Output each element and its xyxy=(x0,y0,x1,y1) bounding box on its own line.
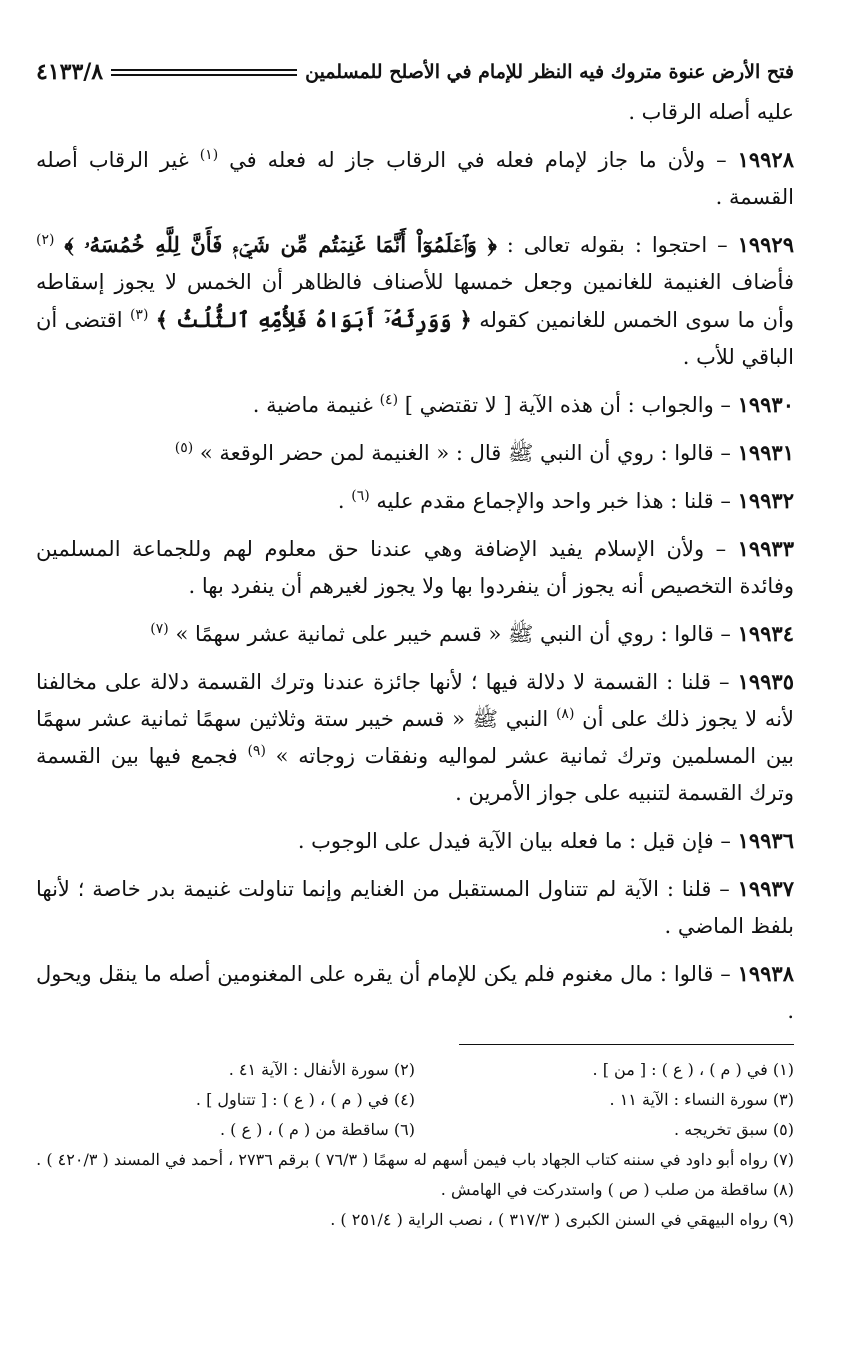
paragraph-number: ١٩٩٣١ xyxy=(737,440,794,465)
book-page xyxy=(36,50,794,1235)
header-page-ref: ٤١٣٣/٨ xyxy=(36,59,104,85)
footnote-row xyxy=(36,1115,794,1145)
quran-verse: ﴿ وَوَرِثَهُۥٓ أَبَوَاهُ فَلِأُمِّهِ ٱلثُّلُثُ ﴾ xyxy=(155,307,472,332)
footnote-ref[interactable]: (٩) xyxy=(247,743,266,759)
paragraph-number: ١٩٩٣٠ xyxy=(737,392,794,417)
footnote-ref[interactable]: (٥) xyxy=(174,440,194,456)
paragraph-number: ١٩٩٢٨ xyxy=(737,147,794,172)
paragraph: ١٩٩٢٩ – احتجوا : بقوله تعالى : ﴿ وَٱعۡلَمُوٓاْ أَنَّمَا غَنِمۡتُم مِّن شَيۡءٖ فَأَنَّ لِلَّهِ خُمُسَهُۥ ﴾ $^{(٢)}$ فأضاف الغنيمة للغانمين وجعل خمسها للأصناف فالظاهر أن الخمس لا يجوز إسقاطه وأن ما سوى الخمس للغانمين كقوله ﴿ وَوَرِثَهُۥٓ أَبَوَاهُ فَلِأُمِّهِ ٱلثُّلُثُ ﴾ $^{(٣)}$ اقتضى أن الباقي للأب . xyxy=(36,232,795,369)
footnote-1: (١) في ( م ) ، ( ع ) : [ من ] . xyxy=(592,1060,794,1079)
footnote-ref[interactable]: (٢) xyxy=(36,232,55,248)
header-rule xyxy=(111,69,297,76)
footnote-row xyxy=(36,1055,794,1085)
paragraph: ١٩٩٣٥ – قلنا : القسمة لا دلالة فيها ؛ لأنها جائزة عندنا وترك القسمة دلالة على مخالفنا لأنه لا يجوز ذلك على أن $^{(٨)}$ النبي ﷺ « قسم خيبر ستة وثلاثين سهمًا ثمانية عشر سهمًا بين المسلمين وترك ثمانية عشر لمواليه ونفقات زوجاته » $^{(٩)}$ فجمع فيها بين القسمة وترك القسمة لتنبيه على جواز الأمرين . xyxy=(36,669,794,805)
paragraph-number: ١٩٩٣٤ xyxy=(737,621,794,646)
footnote-9: (٩) رواه البيهقي في السنن الكبرى ( ٣١٧/٣ ) ، نصب الراية ( ٢٥١/٤ ) . xyxy=(330,1210,794,1229)
footnote-ref[interactable]: (٨) xyxy=(555,706,575,722)
paragraph: ١٩٩٣١ – قالوا : روي أن النبي ﷺ قال : « الغنيمة لمن حضر الوقعة » $^{(٥)}$ xyxy=(174,440,794,465)
header-title: فتح الأرض عنوة متروك فيه النظر للإمام في الأصلح للمسلمين xyxy=(305,61,794,83)
paragraph: ١٩٩٣٨ – قالوا : مال مغنوم فلم يكن للإمام أن يقره على المغنومين أصله ما ينقل ويحول . xyxy=(36,961,794,1023)
footnote-ref[interactable]: (٤) xyxy=(379,392,399,408)
footnote-row xyxy=(36,1085,794,1115)
footnote-3: (٣) سورة النساء : الآية ١١ . xyxy=(609,1090,794,1109)
footnote-5: (٥) سبق تخريجه . xyxy=(674,1120,794,1139)
paragraph: ١٩٩٣٤ – قالوا : روي أن النبي ﷺ « قسم خيبر على ثمانية عشر سهمًا » $^{(٧)}$ xyxy=(150,621,794,646)
paragraph: ١٩٩٣٢ – قلنا : هذا خبر واحد والإجماع مقدم عليه $^{(٦)}$ . xyxy=(337,488,794,513)
paragraph-number: ١٩٩٣٧ xyxy=(737,876,794,901)
body-text xyxy=(36,94,794,1030)
footnote-ref[interactable]: (٦) xyxy=(351,488,370,504)
footnote-separator xyxy=(459,1044,794,1045)
footnote-4: (٤) في ( م ) ، ( ع ) : [ تتناول ] . xyxy=(195,1090,415,1109)
paragraph: ١٩٩٣٣ – ولأن الإسلام يفيد الإضافة وهي عندنا حق معلوم لهم وللجماعة المسلمين وفائدة التخصيص أنه يجوز أن ينفردوا بها ولا يجوز لغيرهم أن ينفرد بها . xyxy=(36,536,794,598)
paragraph-number: ١٩٩٣٨ xyxy=(737,961,794,986)
running-header xyxy=(36,50,794,94)
paragraph: ١٩٩٣٧ – قلنا : الآية لم تتناول المستقبل من الغنايم وإنما تناولت غنيمة بدر خاصة ؛ لأنها بلفظ الماضي . xyxy=(36,876,794,938)
paragraph-number: ١٩٩٣٣ xyxy=(737,536,794,561)
footnote-ref[interactable]: (٣) xyxy=(129,307,149,323)
footnote-6: (٦) ساقطة من ( م ) ، ( ع ) . xyxy=(220,1120,415,1139)
quran-verse: ﴿ وَٱعۡلَمُوٓاْ أَنَّمَا غَنِمۡتُم مِّن شَيۡءٖ فَأَنَّ لِلَّهِ خُمُسَهُۥ ﴾ xyxy=(64,232,497,257)
paragraph-number: ١٩٩٣٥ xyxy=(737,669,794,694)
footnote-2: (٢) سورة الأنفال : الآية ٤١ . xyxy=(228,1060,415,1079)
paragraph: ١٩٩٣٠ – والجواب : أن هذه الآية [ لا تقتضي ] $^{(٤)}$ غنيمة ماضية . xyxy=(252,392,794,417)
paragraph: ١٩٩٣٦ – فإن قيل : ما فعله بيان الآية فيدل على الوجوب . xyxy=(297,828,794,853)
paragraph: ١٩٩٢٨ – ولأن ما جاز لإمام فعله في الرقاب جاز له فعله في $^{(١)}$ غير الرقاب أصله القسمة . xyxy=(36,147,794,209)
footnote-8: (٨) ساقطة من صلب ( ص ) واستدركت في الهامش . xyxy=(440,1180,794,1199)
paragraph-number: ١٩٩٢٩ xyxy=(737,232,794,257)
footnote-7: (٧) رواه أبو داود في سننه كتاب الجهاد باب فيمن أسهم له سهمًا ( ٧٦/٣ ) برقم ٢٧٣٦ ، أحمد في المسند ( ٤٢٠/٣ ) . xyxy=(36,1150,794,1169)
paragraph-number: ١٩٩٣٦ xyxy=(737,828,794,853)
footnote-ref[interactable]: (١) xyxy=(199,147,219,163)
footnotes xyxy=(36,1055,794,1235)
paragraph: عليه أصله الرقاب . xyxy=(628,100,794,124)
footnote-ref[interactable]: (٧) xyxy=(150,621,169,637)
paragraph-number: ١٩٩٣٢ xyxy=(737,488,794,513)
